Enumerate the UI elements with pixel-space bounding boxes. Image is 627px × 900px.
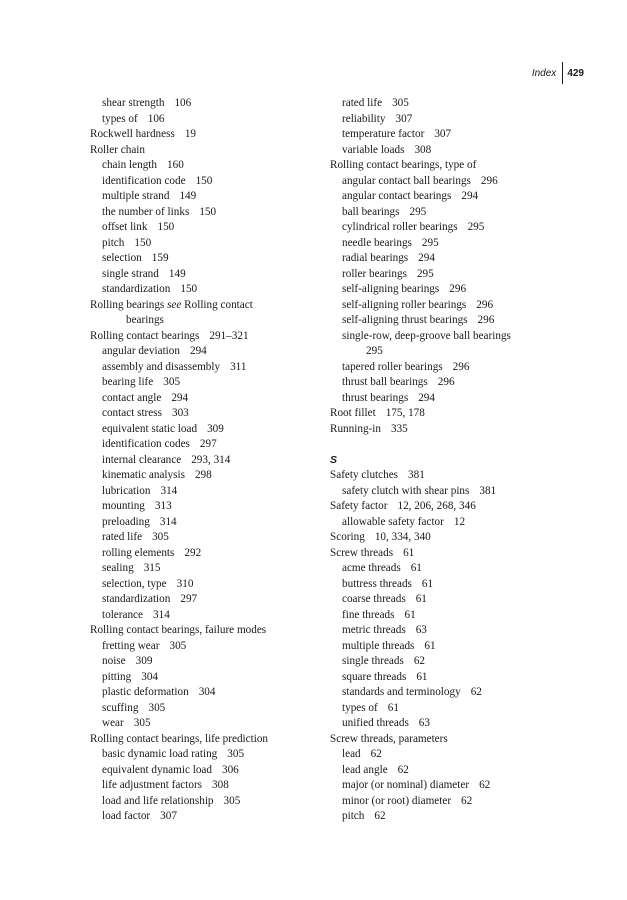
index-term: Rolling contact bearings, life prediction [90,732,269,745]
index-page-numbers: 61 [415,593,427,605]
index-term: Running-in [330,422,381,435]
index-page-numbers: 12 [453,515,466,528]
index-term: square threads [342,670,407,683]
index-entry-continuation [90,313,340,329]
index-page-numbers: 159 [151,252,169,264]
index-page-numbers: 381 [408,469,425,481]
index-term: angular contact ball bearings [342,174,471,187]
index-subentry [330,375,580,391]
index-page-numbers: 62 [370,748,382,760]
index-term: Rolling contact bearings [90,329,200,342]
index-page-numbers: 307 [160,810,177,822]
index-subentry [90,577,340,593]
index-term: Scoring [330,531,365,543]
index-page-numbers: 295 [416,267,434,280]
index-page-numbers: 311 [230,360,247,373]
index-term: load and life relationship [102,794,214,807]
index-term: pitch [342,810,365,822]
index-term: selection [102,252,142,264]
index-subentry [330,778,580,794]
index-page-numbers: 296 [452,360,470,373]
index-term: rolling elements [102,546,175,559]
index-term: identification codes [102,438,190,450]
index-subentry [90,267,340,283]
index-subentry [90,422,340,438]
page-number: 429 [567,67,584,79]
index-page-numbers: 12, 206, 268, 346 [397,500,476,512]
index-term: types of [102,112,138,125]
index-page-numbers: 62 [461,794,473,807]
index-term: metric threads [342,624,406,636]
index-page-numbers: 294 [171,391,189,404]
index-term: needle bearings [342,236,412,249]
index-term: buttress threads [342,577,412,590]
index-subentry [330,313,580,329]
index-subentry [90,530,340,546]
index-subentry [330,670,580,686]
index-term: Safety clutches [330,469,399,481]
index-subentry [330,515,580,531]
index-term: internal clearance [102,453,182,466]
index-subentry [330,96,580,112]
index-main-entry [330,530,580,546]
index-entry-continuation [330,344,580,360]
index-main-entry [90,298,340,314]
index-page-numbers: 294 [189,345,207,357]
index-subentry [330,298,580,314]
index-subentry [330,592,580,608]
index-term: noise [102,655,126,667]
index-subentry [330,747,580,763]
index-page-numbers: 160 [167,159,184,171]
index-term: angular deviation [102,345,180,357]
index-page-numbers: 304 [141,670,158,683]
index-term: minor (or root) diameter [342,794,452,807]
index-subentry [90,747,340,763]
index-term: contact stress [102,407,162,419]
index-page-numbers: 305 [148,701,166,714]
index-page-numbers: 305 [169,639,187,652]
index-term: plastic deformation [102,686,189,698]
index-main-entry [330,546,580,562]
index-term: thrust bearings [342,391,409,404]
index-page-numbers: 294 [418,391,435,404]
index-subentry [330,391,580,407]
index-page-numbers: 296 [437,376,455,388]
see-reference: see [167,298,182,311]
index-page-numbers: 106 [147,112,165,125]
index-subentry [330,236,580,252]
index-term: life adjustment factors [102,779,203,791]
index-subentry [330,794,580,810]
index-main-entry [90,329,340,345]
index-subentry [90,468,340,484]
index-term: unified threads [342,717,409,729]
index-term: single strand [102,267,159,280]
index-term: multiple threads [342,639,415,652]
index-page-numbers: 19 [184,128,197,140]
index-subentry [330,639,580,655]
index-page-numbers: 62 [470,686,482,698]
index-term: lead angle [342,763,388,776]
index-page-numbers: 295 [366,345,383,357]
index-subentry [90,763,340,779]
index-term: multiple strand [102,190,170,202]
index-page-numbers: 309 [207,422,224,435]
index-term: equivalent static load [102,422,198,435]
index-subentry [330,654,580,670]
index-page-numbers: 291–321 [209,329,249,342]
index-term: temperature factor [342,128,425,140]
index-subentry [330,174,580,190]
index-subentry [90,515,340,531]
index-term: standardization [102,283,171,295]
index-page-numbers: 308 [212,779,229,791]
see-target: Rolling contact [184,298,253,311]
index-term: Rolling contact bearings, failure modes [90,624,267,636]
index-subentry [90,716,340,732]
index-subentry [90,112,340,128]
index-page-numbers: 307 [395,112,413,125]
index-term: bearings [126,314,164,326]
index-term: ball bearings [342,205,400,218]
index-main-entry [330,499,580,515]
index-subentry [330,360,580,376]
index-term: major (or nominal) diameter [342,779,470,791]
index-subentry [330,484,580,500]
index-term: bearing life [102,376,154,388]
index-subentry [90,809,340,825]
index-subentry [90,344,340,360]
index-subentry [330,608,580,624]
index-subentry [90,437,340,453]
index-subentry [90,484,340,500]
index-page-numbers: 381 [479,484,497,497]
index-page-numbers: 61 [416,670,428,683]
index-page-numbers: 305 [392,97,409,109]
index-subentry [90,654,340,670]
index-subentry [330,763,580,779]
index-term: scuffing [102,701,139,714]
index-subentry [330,127,580,143]
index-page-numbers: 150 [180,283,198,295]
index-subentry [90,375,340,391]
index-term: reliability [342,112,386,125]
index-term: kinematic analysis [102,469,185,481]
index-page-numbers: 61 [410,562,422,574]
index-page-numbers: 307 [434,128,452,140]
index-page-numbers: 305 [163,376,181,388]
index-term: Safety factor [330,500,388,512]
index-term: Rolling bearings [90,298,165,311]
index-subentry [90,670,340,686]
index-subentry [90,360,340,376]
index-subentry [90,701,340,717]
index-page-numbers: 297 [180,593,198,605]
index-term: pitting [102,670,132,683]
index-term: selection, type [102,577,167,590]
index-page-numbers: 295 [421,236,439,249]
index-page-numbers: 149 [168,267,186,280]
index-main-entry [90,623,340,639]
index-subentry [330,112,580,128]
index-page-numbers: 62 [397,763,409,776]
index-page-numbers: 292 [184,546,202,559]
index-page-numbers: 304 [198,686,216,698]
index-term: Screw threads [330,546,394,559]
index-main-entry [90,143,340,159]
index-subentry [90,251,340,267]
index-term: fine threads [342,608,395,621]
index-subentry [330,716,580,732]
index-page-numbers: 310 [176,577,194,590]
index-main-entry [330,422,580,438]
index-subentry [90,499,340,515]
index-term: preloading [102,515,150,528]
index-subentry [330,685,580,701]
index-subentry [330,267,580,283]
index-subentry [90,608,340,624]
index-term: lubrication [102,484,151,497]
index-page-numbers: 308 [414,143,432,156]
index-subentry [330,251,580,267]
index-page-numbers: 305 [152,531,169,543]
index-page-numbers: 305 [227,748,245,760]
index-term: fretting wear [102,639,160,652]
index-term: basic dynamic load rating [102,748,218,760]
index-page-numbers: 150 [195,174,213,187]
index-page-numbers: 294 [418,252,435,264]
index-subentry [90,639,340,655]
index-subentry [90,236,340,252]
index-subentry [90,189,340,205]
index-main-entry [90,732,340,748]
index-term: tolerance [102,608,143,621]
index-page-numbers: 295 [409,205,427,218]
index-page-numbers: 306 [221,763,239,776]
running-header [532,62,584,84]
index-subentry [330,809,580,825]
index-term: self-aligning roller bearings [342,298,467,311]
index-page-numbers: 61 [387,701,399,714]
index-page-numbers: 303 [171,407,189,419]
index-term: rated life [342,97,383,109]
index-term: assembly and disassembly [102,360,221,373]
index-term: single-row, deep-groove ball bearings [342,329,511,342]
index-subentry [330,577,580,593]
index-term: load factor [102,810,151,822]
index-subentry [90,778,340,794]
index-term: tapered roller bearings [342,360,443,373]
index-page-numbers: 106 [174,97,192,109]
index-subentry [330,220,580,236]
index-subentry [90,96,340,112]
index-term: roller bearings [342,267,407,280]
index-term: cylindrical roller bearings [342,221,458,233]
index-term: coarse threads [342,593,406,605]
index-term: self-aligning bearings [342,283,440,295]
index-page-numbers: 150 [199,205,217,218]
index-main-entry [330,158,580,174]
index-subentry [90,546,340,562]
index-page-numbers: 296 [449,283,467,295]
index-term: rated life [102,531,143,543]
index-page-numbers: 62 [413,655,426,667]
index-term: single threads [342,655,404,667]
index-main-entry [330,406,580,422]
index-term: identification code [102,174,186,187]
index-term: pitch [102,236,125,249]
index-column-left [90,96,340,825]
index-spacer [330,437,580,453]
index-main-entry [90,127,340,143]
index-main-entry [330,468,580,484]
index-term: equivalent dynamic load [102,763,212,776]
index-term: Screw threads, parameters [330,732,448,745]
index-subentry [90,174,340,190]
index-page-numbers: 298 [194,469,212,481]
index-page-numbers: 62 [479,779,491,791]
index-page-numbers: 150 [134,236,152,249]
index-term: radial bearings [342,252,409,264]
index-subentry [330,623,580,639]
index-term: angular contact bearings [342,190,452,202]
index-subentry [90,561,340,577]
index-subentry [90,282,340,298]
index-page-numbers: 294 [461,190,479,202]
index-page-numbers: 314 [160,484,178,497]
index-term: the number of links [102,205,190,218]
index-subentry [90,220,340,236]
index-page-numbers: 296 [480,174,498,187]
index-page-numbers: 61 [403,546,415,559]
index-term: standardization [102,593,171,605]
index-subentry [330,205,580,221]
index-term: self-aligning thrust bearings [342,314,468,326]
index-page-numbers: 335 [390,422,408,435]
index-page-numbers: 314 [153,608,170,621]
index-subentry [90,391,340,407]
index-page-numbers: 61 [404,608,416,621]
index-subentry [90,592,340,608]
section-title: Index [531,67,557,79]
index-page-numbers: 305 [223,794,241,807]
index-page-numbers: 297 [199,438,217,450]
index-page-numbers: 315 [143,562,161,574]
index-term: allowable safety factor [342,515,444,528]
index-term: Root fillet [330,407,376,419]
index-page-numbers: 305 [133,717,151,729]
index-page-numbers: 293, 314 [191,453,231,466]
index-term: lead [342,748,361,760]
index-subentry [90,406,340,422]
index-subentry [90,794,340,810]
index-term: shear strength [102,97,165,109]
index-subentry [330,282,580,298]
index-letter-heading: S [330,453,338,466]
index-subentry [330,143,580,159]
index-subentry [90,205,340,221]
index-page-numbers: 296 [477,314,495,326]
index-page-numbers: 62 [374,810,386,822]
index-page-numbers: 175, 178 [385,407,425,419]
index-term: safety clutch with shear pins [342,484,470,497]
index-subentry [90,685,340,701]
index-term: mounting [102,500,145,512]
index-subentry [330,329,580,345]
index-subentry [90,158,340,174]
index-main-entry [330,732,580,748]
index-term: Roller chain [90,143,145,156]
index-page-numbers: 61 [421,577,434,590]
index-page-numbers: 63 [415,624,427,636]
index-term: chain length [102,159,157,171]
index-term: Rolling contact bearings, type of [330,159,477,171]
index-term: standards and terminology [342,686,461,698]
index-term: thrust ball bearings [342,376,428,388]
index-subentry [330,189,580,205]
index-page-numbers: 295 [467,221,485,233]
index-page-numbers: 314 [159,515,177,528]
index-subentry [90,453,340,469]
index-page-numbers: 150 [157,221,175,233]
index-column-right [330,96,580,825]
index-term: types of [342,701,378,714]
index-subentry [330,561,580,577]
index-term: acme threads [342,562,401,574]
index-page-numbers: 309 [135,655,153,667]
index-term: variable loads [342,143,405,156]
index-page-numbers: 149 [179,190,197,202]
index-page-numbers: 313 [154,500,172,512]
index-term: wear [102,717,124,729]
index-page-numbers: 61 [424,639,436,652]
index-page-numbers: 296 [476,298,494,311]
index-page-numbers: 63 [418,717,430,729]
index-term: contact angle [102,391,162,404]
index-term: sealing [102,562,134,574]
index-subentry [330,701,580,717]
index-term: Rockwell hardness [90,128,175,140]
index-term: offset link [102,221,148,233]
index-page-numbers: 10, 334, 340 [374,531,431,543]
